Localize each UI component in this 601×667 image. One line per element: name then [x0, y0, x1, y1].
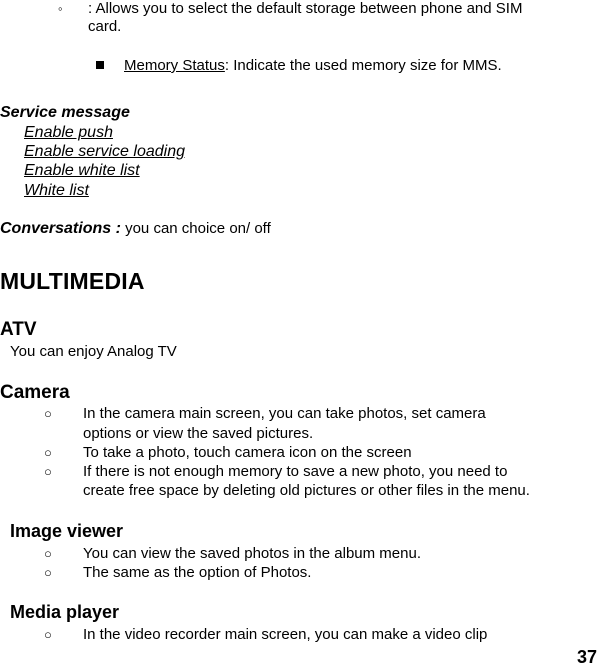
- page-number: 37: [577, 647, 598, 667]
- camera-item-1: In the camera main screen, you can take photos, set camera: [83, 405, 486, 422]
- camera-item-2: To take a photo, touch camera icon on the screen: [83, 444, 412, 461]
- circle-bullet-icon: ○: [44, 445, 52, 460]
- service-item-white-list[interactable]: White list: [24, 182, 89, 199]
- circle-bullet-icon: ○: [44, 565, 52, 580]
- memory-status-line: [124, 57, 502, 75]
- list-bullet: ◦: [58, 1, 63, 16]
- storage-description-cont: card.: [88, 18, 122, 35]
- camera-item-3: If there is not enough memory to save a new photo, you need to: [83, 463, 508, 480]
- conversations-line: [0, 219, 271, 238]
- atv-heading: ATV: [0, 319, 37, 340]
- memory-status-link[interactable]: Memory Status: [124, 57, 225, 74]
- conversations-text: you can choice on/ off: [120, 220, 271, 237]
- service-item-enable-service-loading[interactable]: Enable service loading: [24, 143, 185, 160]
- atv-description: You can enjoy Analog TV: [10, 343, 177, 360]
- circle-bullet-icon: ○: [44, 546, 52, 561]
- image-viewer-item-1: You can view the saved photos in the album menu.: [83, 545, 421, 562]
- circle-bullet-icon: ○: [44, 627, 52, 642]
- circle-bullet-icon: ○: [44, 406, 52, 421]
- service-item-enable-white-list[interactable]: Enable white list: [24, 162, 140, 179]
- conversations-label: Conversations :: [0, 220, 121, 237]
- multimedia-heading: MULTIMEDIA: [0, 268, 145, 294]
- media-player-item-1: In the video recorder main screen, you can make a video clip: [83, 626, 488, 643]
- media-player-heading: Media player: [10, 602, 120, 622]
- circle-bullet-icon: ○: [44, 464, 52, 479]
- service-message-heading: Service message: [0, 104, 130, 121]
- storage-description: : Allows you to select the default storage between phone and SIM: [88, 0, 523, 17]
- camera-heading: Camera: [0, 382, 70, 403]
- camera-item-3-cont: create free space by deleting old pictures or other files in the menu.: [83, 482, 530, 499]
- service-item-enable-push[interactable]: Enable push: [24, 124, 113, 141]
- image-viewer-item-2: The same as the option of Photos.: [83, 564, 312, 581]
- memory-status-text: : Indicate the used memory size for MMS.: [224, 57, 502, 74]
- image-viewer-heading: Image viewer: [10, 521, 124, 541]
- camera-item-1-cont: options or view the saved pictures.: [83, 425, 314, 442]
- square-bullet-icon: [96, 61, 104, 69]
